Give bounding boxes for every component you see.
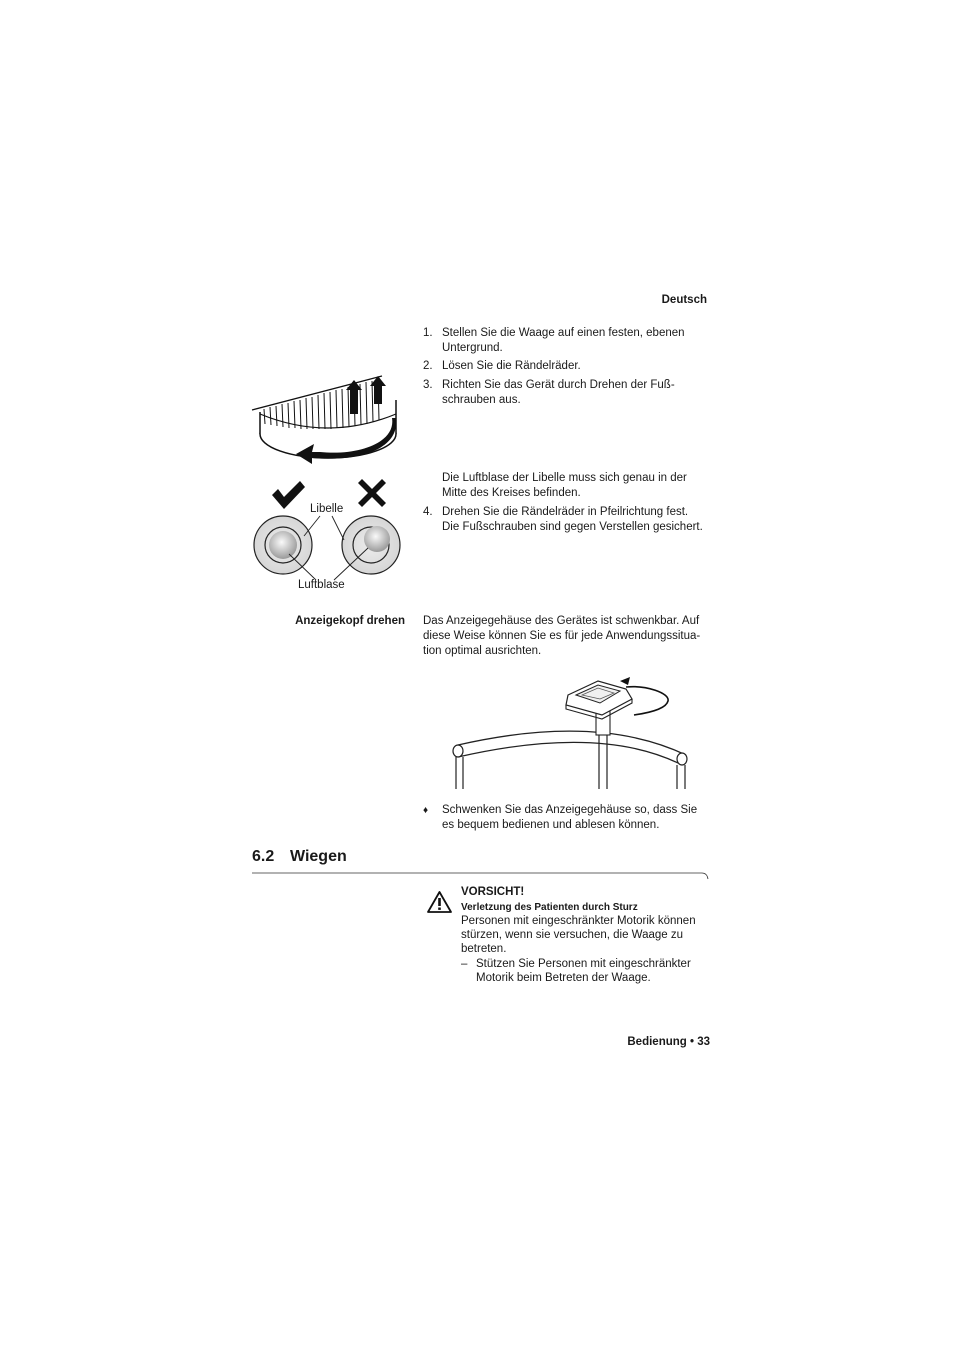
caution-text: Personen mit eingeschränkter Motorik können stürzen, wenn sie versuchen, die Waage zu betreten. xyxy=(461,915,696,955)
step-number: 1. xyxy=(423,327,433,339)
caution-subtitle: Verletzung des Patienten durch Sturz xyxy=(461,902,638,913)
step-number: 2. xyxy=(423,360,433,372)
label-luftblase: Luftblase xyxy=(298,579,345,591)
step-text: Richten Sie das Gerät durch Drehen der Fuß-schrauben aus. xyxy=(442,379,675,406)
step-text: Stellen Sie die Waage auf einen festen, ebenen Untergrund. xyxy=(442,327,685,354)
dash-marker: – xyxy=(461,958,468,970)
caution-title: VORSICHT! xyxy=(461,886,525,898)
section-title: Wiegen xyxy=(290,848,347,865)
section-heading-rotate: Anzeigekopf drehen xyxy=(295,615,405,627)
footer-page: Bedienung • 33 xyxy=(627,1036,710,1048)
section-number: 6.2 xyxy=(252,848,275,865)
step-text: Drehen Sie die Rändelräder in Pfeilrichtung fest. Die Fußschrauben sind gegen Verstellen gesichert. xyxy=(442,506,703,533)
step-number: 3. xyxy=(423,379,433,391)
spirit-level-illustration xyxy=(252,508,407,584)
display-head-illustration xyxy=(448,673,693,791)
section-divider xyxy=(252,870,710,882)
header-language: Deutsch xyxy=(661,294,707,306)
label-libelle: Libelle xyxy=(310,503,344,515)
check-icon xyxy=(270,479,306,511)
bullet-text: Schwenken Sie das Anzeigegehäuse so, dass Sie es bequem bedienen und ablesen können. xyxy=(442,804,698,831)
warning-icon xyxy=(426,890,453,914)
caution-action: Stützen Sie Personen mit eingeschränkter Motorik beim Betreten der Waage. xyxy=(476,958,691,984)
step-text: Lösen Sie die Rändelräder. xyxy=(442,360,581,372)
foot-screw-illustration xyxy=(250,372,400,468)
level-note: Die Luftblase der Libelle muss sich genau in der Mitte des Kreises befinden. xyxy=(442,472,687,499)
step-number: 4. xyxy=(423,506,433,518)
bullet-icon: ♦ xyxy=(423,805,429,816)
section-text-rotate: Das Anzeigegehäuse des Gerätes ist schwenkbar. Auf diese Weise können Sie es für jede Anwendungssitua-tion optimal ausrichten. xyxy=(423,615,701,657)
close-icon xyxy=(356,477,388,509)
